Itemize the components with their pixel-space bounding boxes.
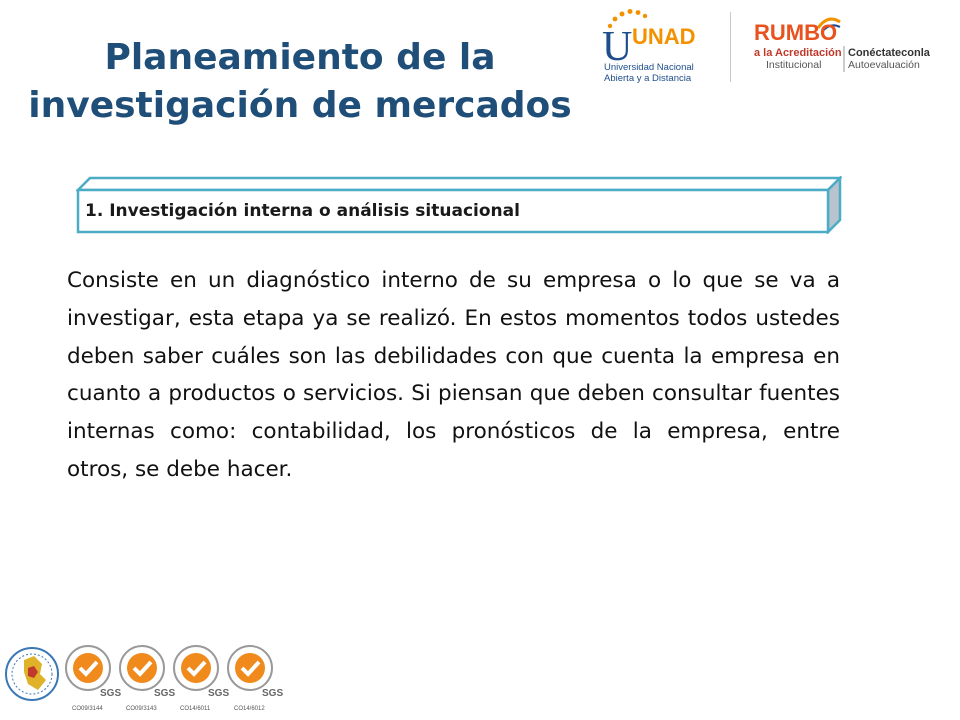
certification-seals bbox=[4, 638, 294, 720]
badge-3-code: CO14/6011 bbox=[180, 706, 211, 712]
badge-4-label: SGS bbox=[262, 688, 284, 699]
rumbo-logo bbox=[748, 14, 938, 84]
unad-line-2: Abierta y a Distancia bbox=[604, 73, 692, 84]
body-paragraph: Consiste en un diagnóstico interno de su empresa o lo que se va a investigar, esta etapa ya se realizó. En estos momentos todos ustedes deben saber cuáles son las debilidades con que cuenta la empresa en cuanto a productos o servicios. Si piensan que deben consultar fuentes internas como: contabilidad, los pronósticos de la empresa, entre otros, se debe hacer. bbox=[67, 268, 840, 482]
title-line-1: Planeamiento de la bbox=[104, 37, 496, 78]
rumbo-tagline-1: a la Acreditación bbox=[754, 47, 842, 59]
sgs-badge-icon bbox=[174, 646, 229, 712]
title-line-2: investigación de mercados bbox=[28, 85, 572, 126]
unad-logo bbox=[596, 6, 706, 86]
unad-mark: UNAD bbox=[632, 24, 696, 49]
colombia-emblem-icon bbox=[6, 648, 58, 700]
section-label: 1. Investigación interna o análisis situacional bbox=[85, 201, 520, 221]
rumbo-tagline-2: Institucional bbox=[766, 59, 822, 71]
sgs-badge-icon bbox=[120, 646, 175, 712]
svg-text:U: U bbox=[602, 24, 633, 70]
badge-1-code: CO09/3144 bbox=[72, 706, 103, 712]
badge-2-label: SGS bbox=[154, 688, 176, 699]
sgs-badge-icon bbox=[66, 646, 121, 712]
badge-3-label: SGS bbox=[208, 688, 230, 699]
badge-1-label: SGS bbox=[100, 688, 122, 699]
rumbo-slogan-2: Autoevaluación bbox=[848, 59, 920, 71]
sgs-badge-icon bbox=[228, 646, 283, 712]
logo-divider bbox=[730, 12, 731, 82]
page-title bbox=[20, 34, 580, 130]
rumbo-slogan-1: Conéctateconla bbox=[848, 47, 930, 59]
badge-2-code: CO09/3143 bbox=[126, 706, 157, 712]
badge-4-code: CO14/6012 bbox=[234, 706, 265, 712]
rumbo-mark: RUMBO bbox=[754, 20, 838, 45]
unad-line-1: Universidad Nacional bbox=[604, 62, 694, 73]
